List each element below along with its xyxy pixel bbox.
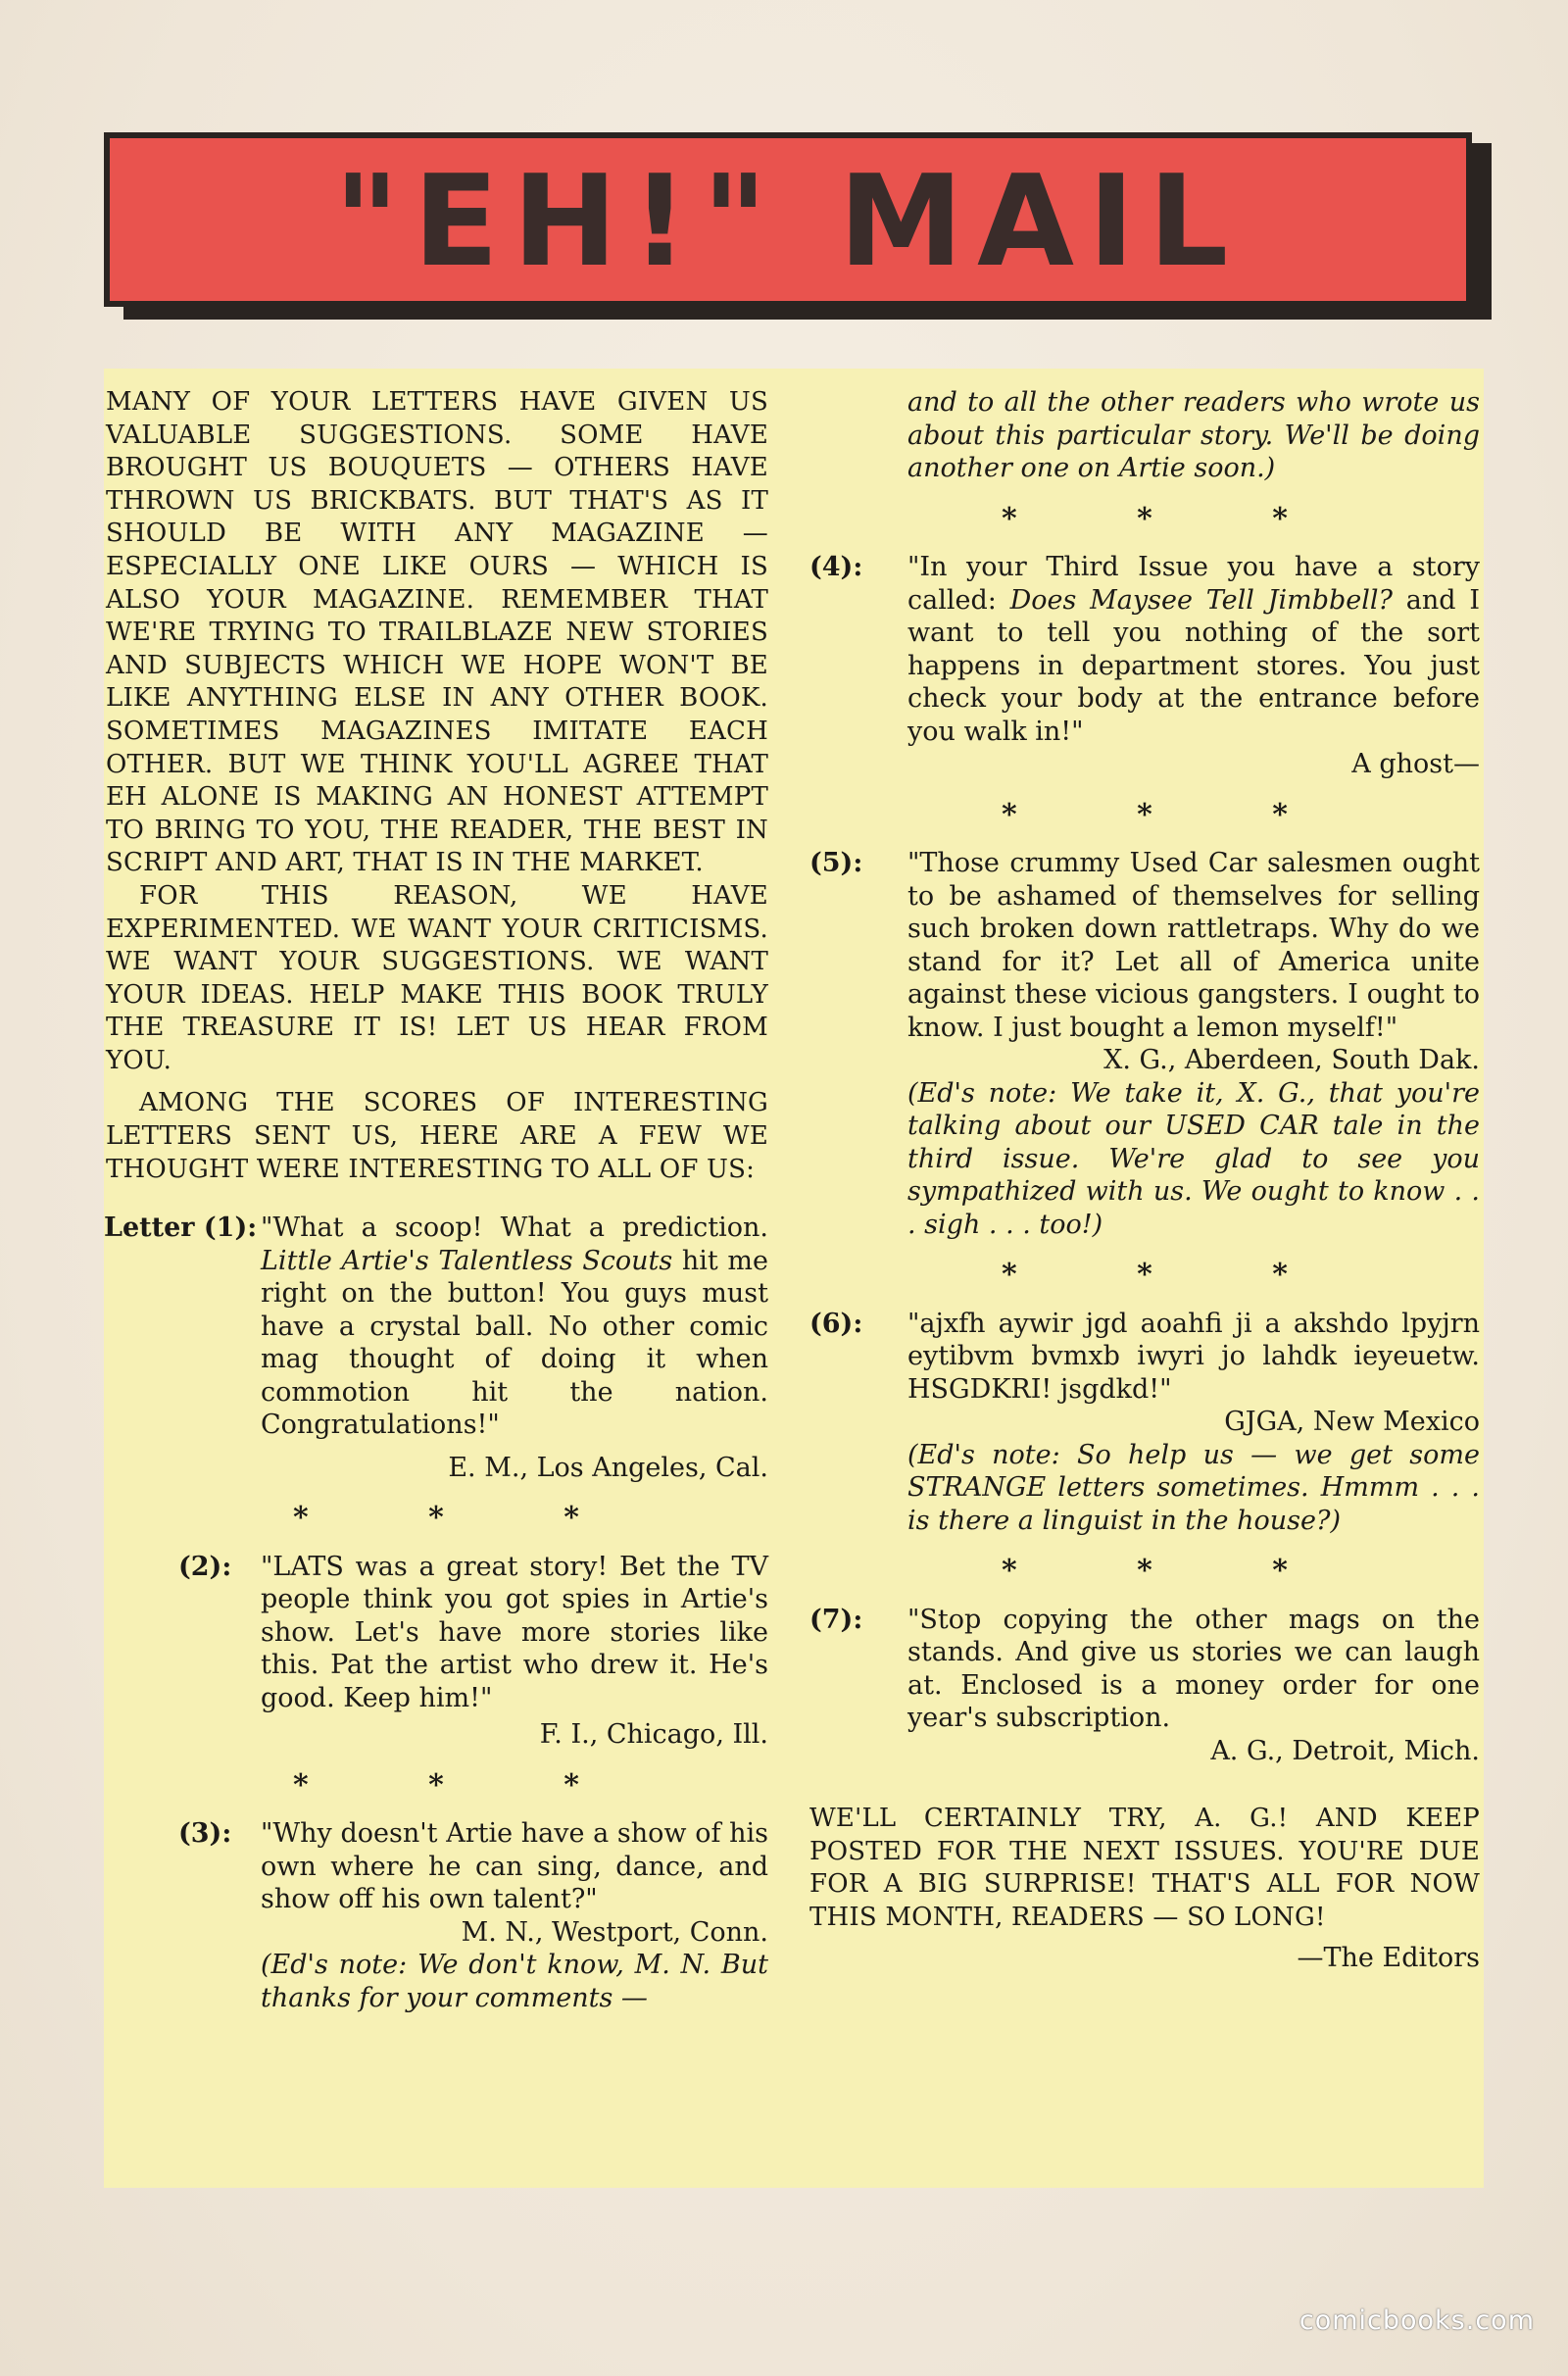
right-column — [809, 386, 1480, 1975]
letter-6-body: "ajxfh aywir jgd aoahfi ji a akshdo lpyjrn eytibvm bvmxb iwyri jo lahdk ieyeuetw. HSGDKRI! jsgdkd!" — [907, 1308, 1480, 1405]
letter-3-body: "Why doesn't Artie have a show of his own where he can sing, dance, and show off his own talent?" — [261, 1818, 768, 1915]
letter-4-body — [907, 551, 1480, 748]
letter-3-continued — [809, 386, 1480, 485]
letter-6 — [809, 1308, 1480, 1538]
letter-5-body: "Those crummy Used Car salesmen ought to be ashamed of themselves for selling such broken down rattletraps. Why do we stand for it? Let all of America unite against these vicious gangsters. I ought to know. I just bought a lemon myself!" — [907, 848, 1480, 1043]
letter-6-signature: GJGA, New Mexico — [1224, 1407, 1480, 1437]
letter-7-signature: A. G., Detroit, Mich. — [1210, 1735, 1480, 1766]
letters-panel — [104, 369, 1484, 2188]
letter-4-signature: A ghost— — [1351, 749, 1480, 779]
letter-5 — [809, 847, 1480, 1241]
title-banner — [104, 132, 1472, 307]
separator-6: * * * — [1002, 1554, 1343, 1588]
letter-7 — [809, 1604, 1480, 1768]
letter-5-signature: X. G., Aberdeen, South Dak. — [1103, 1045, 1480, 1075]
letter-6-label: (6): — [809, 1308, 863, 1339]
letter-2 — [104, 1551, 768, 1752]
letter-4-text-a: "In your Third Issue you have a story called: — [907, 552, 1480, 616]
letter-4-title: Does Maysee Tell Jimbbell? — [1009, 584, 1394, 616]
letter-3 — [104, 1817, 768, 2014]
letter-1-text-b: hit me right on the button! You guys must have a crystal ball. No other comic mag thought of doing it when commotion hit the nation. Congratulations!" — [261, 1245, 768, 1441]
letter-7-label: (7): — [809, 1604, 863, 1635]
letter-5-label: (5): — [809, 848, 863, 878]
letter-3-ed-note-b: and to all the other readers who wrote us about this particular story. We'll be doing another one on Artie soon.) — [907, 387, 1480, 483]
letter-1-signature: E. M., Los Angeles, Cal. — [448, 1452, 768, 1483]
letter-2-signature: F. I., Chicago, Ill. — [539, 1719, 768, 1751]
letter-1-label: Letter (1): — [104, 1213, 258, 1244]
letter-3-label: (3): — [178, 1818, 232, 1850]
letter-2-body: "LATS was a great story! Bet the TV people think you got spies in Artie's show. Let's have more stories like this. Pat the artist who drew it. He's good. Keep him!" — [261, 1551, 768, 1713]
separator-3: * * * — [1002, 501, 1343, 536]
intro-paragraph-2: FOR THIS REASON, WE HAVE EXPERIMENTED. WE WANT YOUR CRITICISMS. WE WANT YOUR SUGGESTIONS. WE WANT YOUR IDEAS. HELP MAKE THIS BOOK TRULY THE TREASURE IT IS! LET US HEAR FROM YOU. — [106, 880, 768, 1075]
letter-4 — [809, 551, 1480, 781]
separator-1: * * * — [293, 1501, 634, 1536]
intro-paragraph-1: MANY OF YOUR LETTERS HAVE GIVEN US VALUABLE SUGGESTIONS. SOME HAVE BROUGHT US BOUQUETS — OTHERS HAVE THROWN US BRICKBATS. BUT THAT'S AS IT SHOULD BE WITH ANY MAGAZINE — ESPECIALLY ONE LIKE OURS — WHICH IS ALSO YOUR MAGAZINE. REMEMBER THAT WE'RE TRYING TO TRAILBLAZE NEW STORIES AND SUBJECTS WHICH WE HOPE WON'T BE LIKE ANYTHING ELSE IN ANY OTHER BOOK. SOMETIMES MAGAZINES IMITATE EACH OTHER. BUT WE THINK YOU'LL AGREE THAT EH ALONE IS MAKING AN HONEST ATTEMPT TO BRING TO YOU, THE READER, THE BEST IN SCRIPT AND ART, THAT IS IN THE MARKET. — [106, 387, 768, 878]
letter-1-title: Little Artie's Talentless Scouts — [261, 1245, 673, 1276]
letter-6-ed-note: (Ed's note: So help us — we get some STRANGE letters sometimes. Hmmm . . . is there a linguist in the house?) — [907, 1439, 1480, 1536]
separator-5: * * * — [1002, 1258, 1343, 1292]
separator-2: * * * — [293, 1767, 634, 1803]
letter-7-body: "Stop copying the other mags on the stands. And give us stories we can laugh at. Enclosed is a money order for one year's subscription. — [907, 1604, 1480, 1733]
letter-4-text-b: and I want to tell you nothing of the sort happens in department stores. You just check your body at the entrance before you walk in!" — [907, 584, 1480, 747]
left-column — [104, 386, 768, 2014]
letter-3-signature: M. N., Westport, Conn. — [461, 1916, 768, 1948]
editors-sign-off: —The Editors — [1297, 1943, 1480, 1974]
letter-2-label: (2): — [178, 1551, 232, 1582]
intro-paragraph-3: AMONG THE SCORES OF INTERESTING LETTERS SENT US, HERE ARE A FEW WE THOUGHT WERE INTERESTING TO ALL OF US: — [106, 1088, 768, 1184]
letter-1 — [104, 1212, 768, 1484]
letter-1-text-a: "What a scoop! What a prediction. — [261, 1213, 768, 1244]
letter-1-body — [261, 1212, 768, 1442]
letter-3-ed-note-a: (Ed's note: We don't know, M. N. But thanks for your comments — — [261, 1950, 768, 2013]
closing-paragraph: WE'LL CERTAINLY TRY, A. G.! AND KEEP POSTED FOR THE NEXT ISSUES. YOU'RE DUE FOR A BIG SURPRISE! THAT'S ALL FOR NOW THIS MONTH, READERS — SO LONG! — [809, 1804, 1480, 1932]
page-title: "EH!" MAIL — [333, 148, 1243, 295]
closing-block — [809, 1803, 1480, 1975]
separator-4: * * * — [1002, 797, 1343, 832]
letter-5-ed-note: (Ed's note: We take it, X. G., that you're talking about our USED CAR tale in the third issue. We're glad to see you sympathized with us. We ought to know . . . sigh . . . too!) — [907, 1077, 1480, 1240]
site-watermark: comicbooks.com — [1298, 2305, 1535, 2336]
letter-4-label: (4): — [809, 552, 863, 582]
